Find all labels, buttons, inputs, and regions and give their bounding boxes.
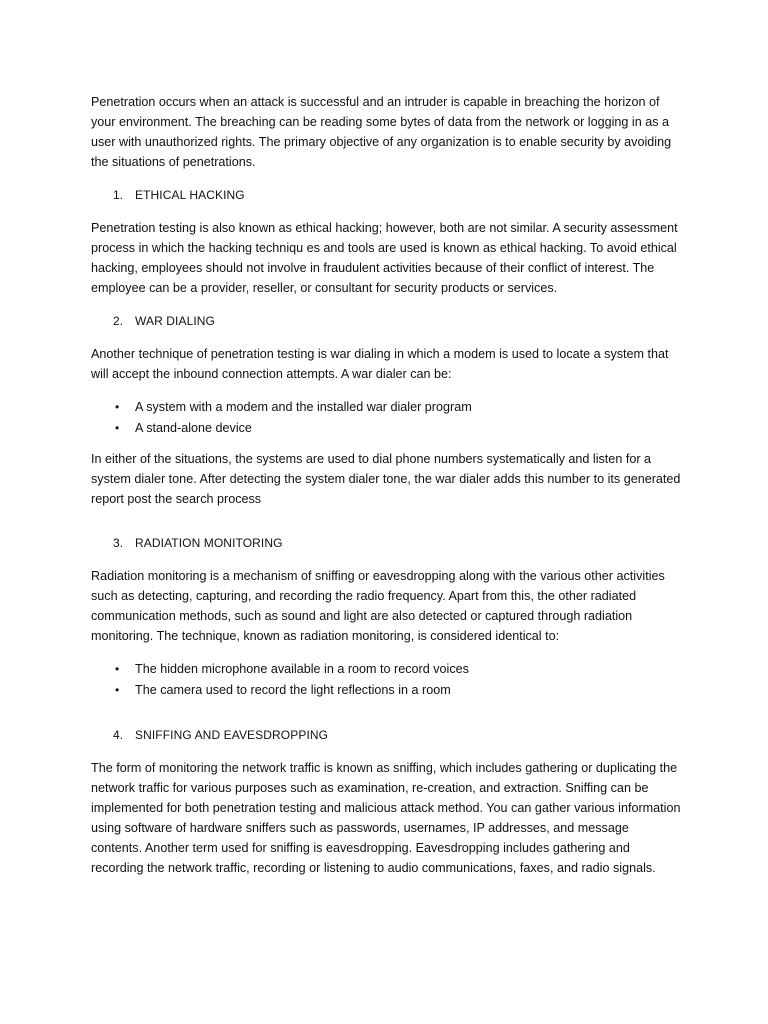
bullet-icon: • (115, 683, 120, 697)
list-item-text: The hidden microphone available in a room to record voices (135, 662, 469, 676)
section-title: WAR DIALING (135, 314, 215, 328)
section-number: 4. (113, 728, 124, 742)
bullet-list-radiation-monitoring (91, 659, 681, 701)
list-item-text: A stand-alone device (135, 421, 252, 435)
section-title: RADIATION MONITORING (135, 536, 283, 550)
list-item-text: The camera used to record the light reflections in a room (135, 683, 451, 697)
section-number: 3. (113, 536, 124, 550)
section-body-sniffing-and-eavesdropping: The form of monitoring the network traffic is known as sniffing, which includes gathering or duplicating the network traffic for various purposes such as examination, re-creation, and extraction. Sniffing can be implemented for both penetration testing and malicious attack method. You can gather various information using software of hardware sniffers such as passwords, usernames, IP addresses, and message contents. Another term used for sniffing is eavesdropping. Eavesdropping includes gathering and recording the network traffic, recording or listening to audio communications, faxes, and radio signals. (91, 761, 681, 875)
section-number: 2. (113, 314, 124, 328)
section-heading-war-dialing (91, 311, 681, 331)
list-item-text: A system with a modem and the installed war dialer program (135, 400, 472, 414)
document-page (91, 92, 681, 891)
section-number: 1. (113, 188, 124, 202)
section-title: ETHICAL HACKING (135, 188, 245, 202)
section-heading-ethical-hacking (91, 185, 681, 205)
section-title: SNIFFING AND EAVESDROPPING (135, 728, 329, 742)
list-item (91, 659, 681, 680)
bullet-icon: • (115, 421, 120, 435)
section-body-ethical-hacking: Penetration testing is also known as ethical hacking; however, both are not similar. A security assessment process in which the hacking techniqu es and tools are used is known as ethical hacking. To avoid ethical hacking, employees should not involve in fraudulent activities because of their conflict of interest. The employee can be a provider, reseller, or consultant for security products or services. (91, 221, 678, 295)
section-after-war-dialing: In either of the situations, the systems are used to dial phone numbers systematically and listen for a system dialer tone. After detecting the system dialer tone, the war dialer adds this number to its generated report post the search process (91, 452, 681, 506)
section-heading-radiation-monitoring (91, 533, 681, 553)
bullet-icon: • (115, 400, 120, 414)
section-body-war-dialing: Another technique of penetration testing is war dialing in which a modem is used to locate a system that will accept the inbound connection attempts. A war dialer can be: (91, 347, 669, 381)
list-item (91, 680, 681, 701)
bullet-list-war-dialing (91, 397, 681, 439)
list-item (91, 397, 681, 418)
section-heading-sniffing-and-eavesdropping (91, 725, 681, 745)
intro-paragraph: Penetration occurs when an attack is successful and an intruder is capable in breaching the horizon of your environment. The breaching can be reading some bytes of data from the network or logging in as a user with unauthorized rights. The primary objective of any organization is to enable security by avoiding the situations of penetrations. (91, 95, 672, 169)
bullet-icon: • (115, 662, 120, 676)
list-item (91, 418, 681, 439)
section-body-radiation-monitoring: Radiation monitoring is a mechanism of sniffing or eavesdropping along with the various other activities such as detecting, capturing, and recording the radio frequency. Apart from this, the other radiated communication methods, such as sound and light are also detected or captured through radiation monitoring. The technique, known as radiation monitoring, is considered identical to: (91, 569, 665, 643)
